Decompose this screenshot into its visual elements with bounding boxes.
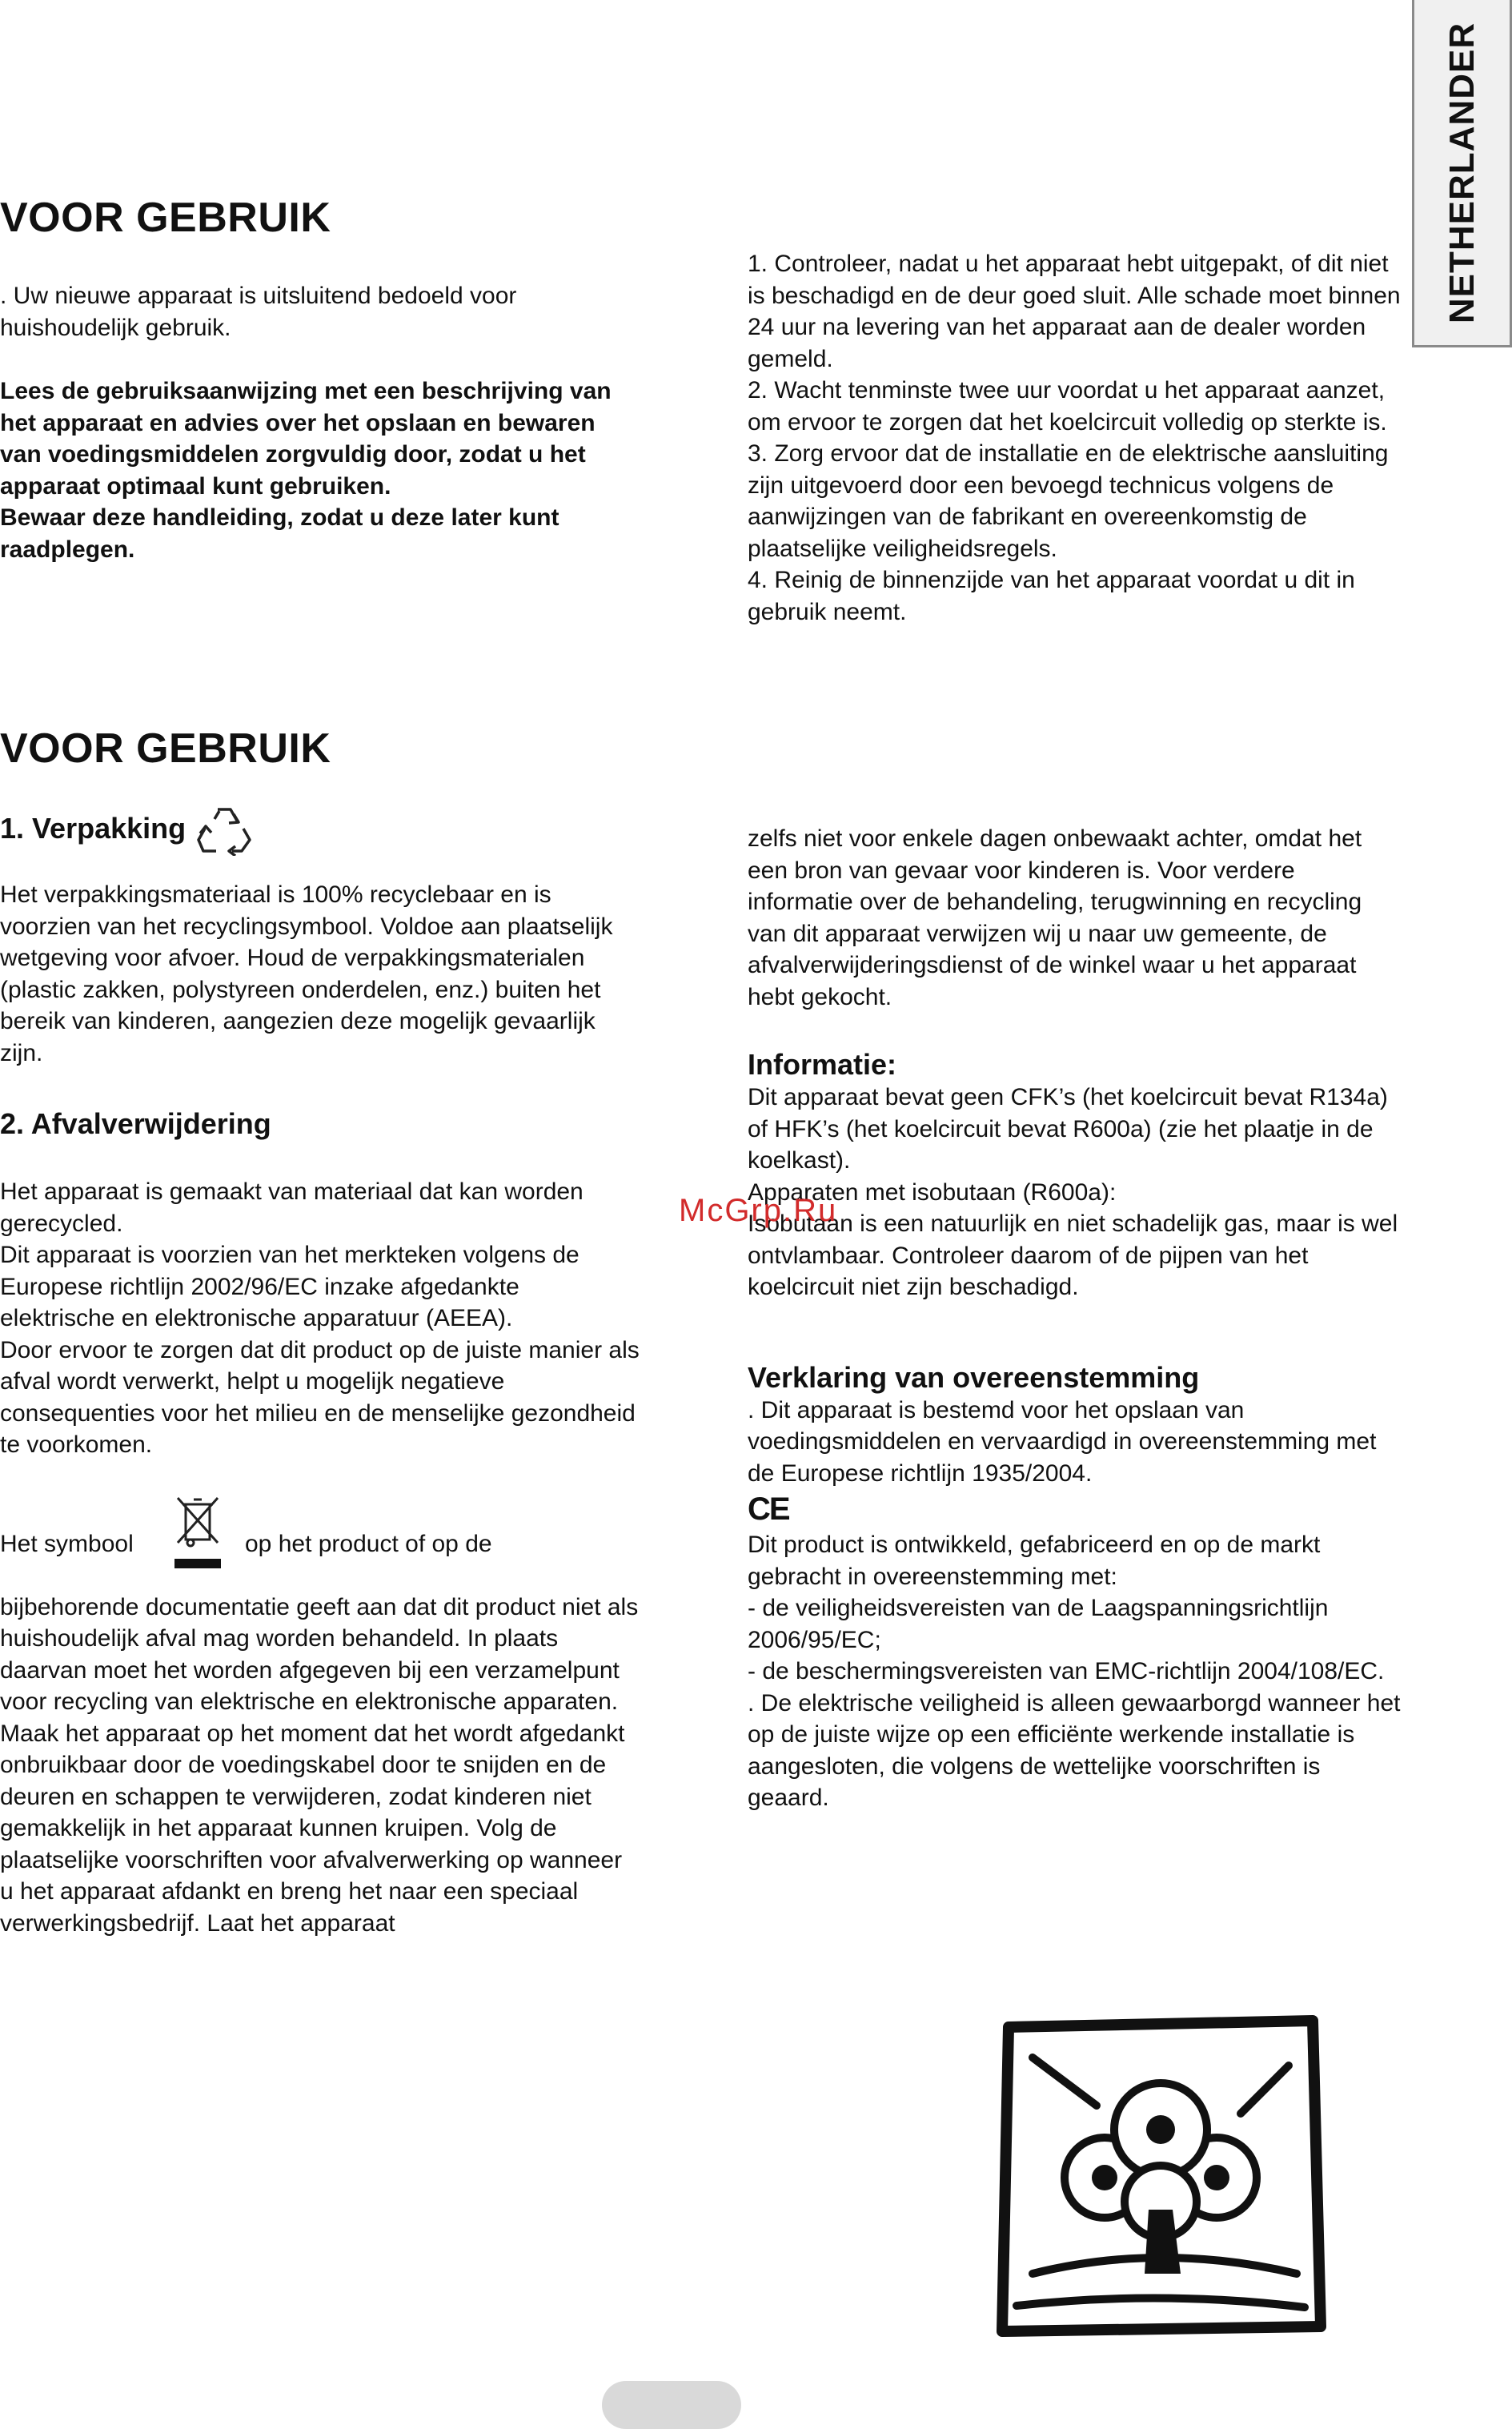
- packaging-heading-row: [0, 801, 640, 857]
- recycle-icon: [195, 801, 253, 856]
- page-tab: [602, 2381, 741, 2429]
- checklist-item: 3. Zorg ervoor dat de installatie en de elektrische aansluiting zijn uitgevoerd door een bevoegd technicus volgens de aanwijzingen van de fabrikant en overeenkomstig de plaatselijke veiligheidsregels.: [748, 440, 1389, 562]
- weee-symbol-line: [0, 1493, 640, 1557]
- disposal-text: Het apparaat is gemaakt van materiaal dat kan worden gerecycled.: [0, 1178, 584, 1237]
- disposal-text: Door ervoor te zorgen dat dit product op de juiste manier als afval wordt verwerkt, helpt u mogelijk negatieve consequenties voor het milieu en de menselijke gezondheid te voorkomen.: [0, 1336, 640, 1458]
- language-tab: [1412, 0, 1512, 347]
- right-column: [748, 823, 1404, 1814]
- disposal-heading: 2. Afvalverwijdering: [0, 1107, 271, 1140]
- intro-lead: . Uw nieuwe apparaat is uitsluitend bedoeld voor huishoudelijk gebruik.: [0, 283, 517, 341]
- conformity-text: . Dit apparaat is bestemd voor het opslaan van voedingsmiddelen en vervaardigd in overeenstemming met de Europese richtlijn 1935/2004.: [748, 1396, 1377, 1487]
- conformity-heading: Verklaring van overeenstemming: [748, 1360, 1200, 1394]
- disposal-text: Dit apparaat is voorzien van het merkteken volgens de Europese richtlijn 2002/96/EC inzake afgedankte elektrische en elektronische apparatuur (AEEA).: [0, 1242, 580, 1331]
- info-text: Apparaten met isobutaan (R600a):: [748, 1178, 1117, 1206]
- weee-bin-icon: [171, 1493, 224, 1573]
- conformity-text: - de veiligheidsvereisten van de Laagspanningsrichtlijn 2006/95/EC;: [748, 1595, 1329, 1653]
- conformity-text: Dit product is ontwikkeld, gefabriceerd en op de markt gebracht in overeenstemming met:: [748, 1532, 1321, 1590]
- intro-keep-manual: Bewaar deze handleiding, zodat u deze later kunt raadplegen.: [0, 504, 559, 563]
- eco-tree-icon: [985, 2009, 1337, 2346]
- checklist: [748, 248, 1404, 628]
- intro-instructions: Lees de gebruiksaanwijzing met een beschrijving van het apparaat en advies over het opslaan en bewaren van voedingsmiddelen zorgvuldig door, zodat u het apparaat optimaal kunt gebruiken.: [0, 378, 612, 500]
- language-tab-label: NETHERLANDER: [1442, 22, 1482, 323]
- section-title: VOOR GEBRUIK: [0, 725, 331, 772]
- info-heading: Informatie:: [748, 1048, 897, 1081]
- info-text: Isobutaan is een natuurlijk en niet schadelijk gas, maar is wel ontvlambaar. Controleer daarom of de pijpen van het koelcircuit niet zijn beschadigd.: [748, 1210, 1398, 1300]
- symbol-post-text: op het product of op de: [245, 1530, 492, 1557]
- packaging-text: Het verpakkingsmateriaal is 100% recyclebaar en is voorzien van het recyclingsymbool. Voldoe aan plaatselijk wetgeving voor afvoer. Houd de verpakkingsmaterialen (plastic zakken, polystyreen onderdelen, enz.) buiten het bereik van kinderen, aangezien deze mogelijk gevaarlijk zijn.: [0, 881, 613, 1066]
- left-column: [0, 801, 640, 1939]
- packaging-heading: 1. Verpakking: [0, 812, 186, 845]
- watermark: McGrp.Ru: [679, 1193, 838, 1228]
- disposal-text: bijbehorende documentatie geeft aan dat dit product niet als huishoudelijk afval mag worden behandeld. In plaats daarvan moet het worden afgegeven bij een verzamelpunt voor recycling van elektrische en elektronische apparaten. Maak het apparaat op het moment dat het wordt afgedankt onbruikbaar door de voedingskabel door te snijden en de deuren en schappen te verwijderen, zodat kinderen niet gemakkelijk in het apparaat kunnen kruipen. Volg de plaatselijke voorschriften voor afvalverwerking op wanneer u het apparaat afdankt en breng het naar een speciaal verwerkingsbedrijf. Laat het apparaat: [0, 1593, 639, 1937]
- conformity-text: - de beschermingsvereisten van EMC-richtlijn 2004/108/EC.: [748, 1658, 1385, 1684]
- checklist-item: 2. Wacht tenminste twee uur voordat u het apparaat aanzet, om ervoor te zorgen dat het koelcircuit volledig op sterkte is.: [748, 377, 1387, 436]
- intro-title: VOOR GEBRUIK: [0, 195, 331, 241]
- ce-mark: CE: [748, 1492, 789, 1527]
- intro-text-block: [0, 280, 624, 565]
- checklist-item: 1. Controleer, nadat u het apparaat hebt uitgepakt, of dit niet is beschadigd en de deur goed sluit. Alle schade moet binnen 24 uur na levering van het apparaat aan de dealer worden gemeld.: [748, 251, 1401, 372]
- info-text: Dit apparaat bevat geen CFK’s (het koelcircuit bevat R134a) of HFK’s (het koelcircuit bevat R600a) (zie het plaatje in de koelkast).: [748, 1084, 1388, 1174]
- continuation-text: zelfs niet voor enkele dagen onbewaakt achter, omdat het een bron van gevaar voor kinderen is. Voor verdere informatie over de behandeling, terugwinning en recycling van dit apparaat verwijzen wij u naar uw gemeente, de afvalverwijderingsdienst of de winkel waar u het apparaat hebt gekocht.: [748, 825, 1362, 1010]
- conformity-text: . De elektrische veiligheid is alleen gewaarborgd wanneer het op de juiste wijze op een efficiënte werkende installatie is aangesloten, die volgens de wettelijke voorschriften is geaard.: [748, 1689, 1401, 1811]
- symbol-pre-text: Het symbool: [0, 1530, 134, 1557]
- checklist-item: 4. Reinig de binnenzijde van het apparaat voordat u dit in gebruik neemt.: [748, 567, 1355, 625]
